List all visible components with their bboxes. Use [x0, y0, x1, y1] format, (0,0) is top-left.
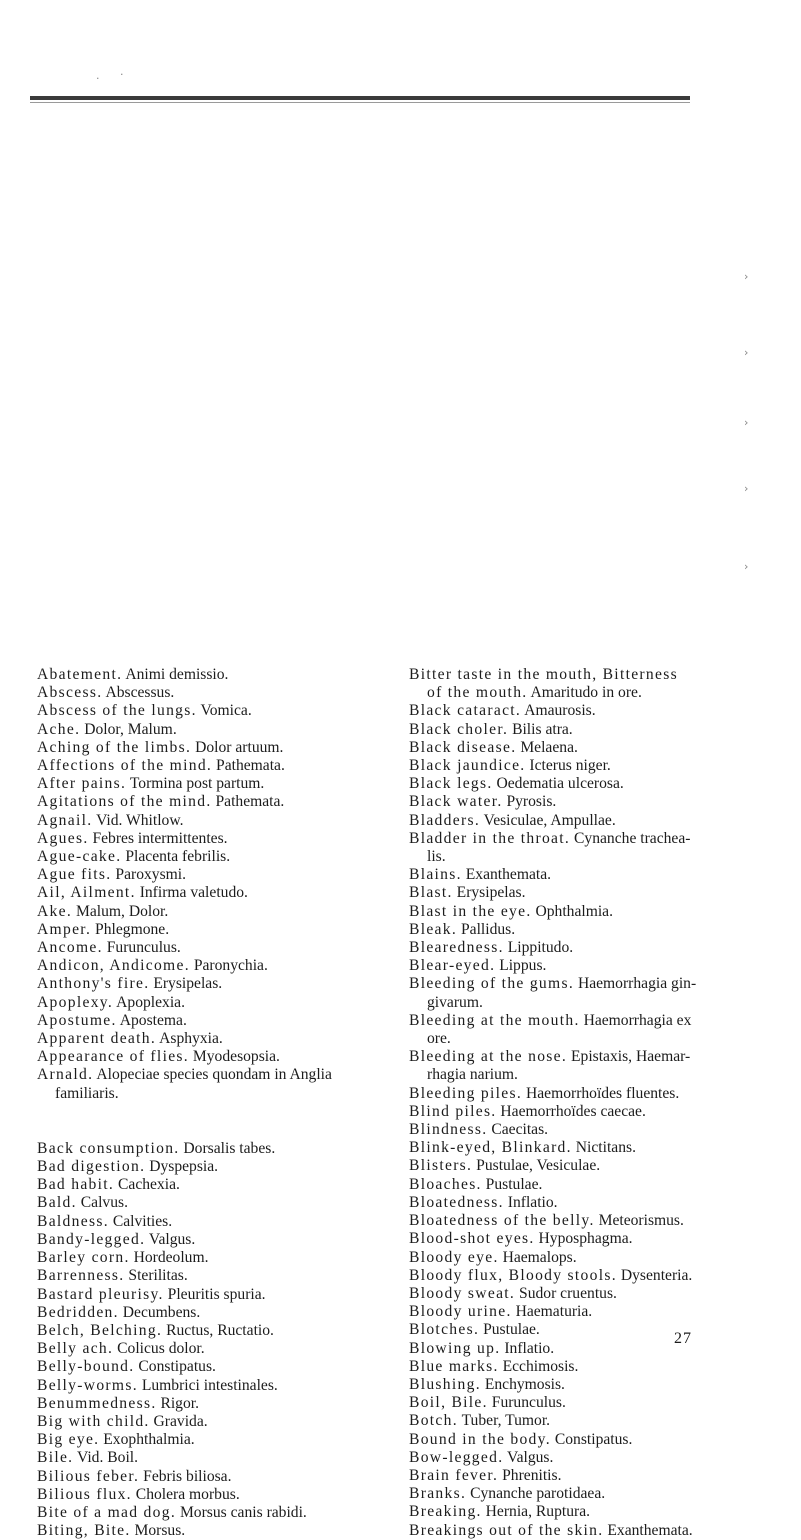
dictionary-entry — [409, 830, 781, 848]
entry-translation: Pallidus. — [460, 920, 516, 938]
entry-translation: Erysipelas. — [153, 975, 223, 993]
entry-translation: Vesiculae, Ampullae. — [483, 811, 616, 829]
dictionary-entry — [37, 1140, 405, 1158]
dictionary-entry — [409, 1085, 781, 1103]
entry-translation-continuation: ore. — [427, 1030, 451, 1048]
dictionary-entry — [37, 1486, 405, 1504]
dictionary-entry — [37, 1249, 405, 1267]
entry-translation: Haemorrhagia gin- — [577, 975, 697, 993]
entry-term: Belly-bound. — [37, 1358, 135, 1376]
entry-term: Back consumption. — [37, 1139, 180, 1157]
entry-term: Blood-shot eyes. — [409, 1230, 535, 1248]
entry-term: Arnald. — [37, 1066, 94, 1084]
dictionary-entry — [409, 939, 781, 957]
entry-term: Bleeding piles. — [409, 1084, 523, 1102]
entry-translation: Vid. Boil. — [77, 1449, 139, 1467]
entry-translation: Exanthemata. — [607, 1521, 693, 1539]
dictionary-entry — [37, 975, 405, 993]
entry-term: Black water. — [409, 793, 503, 811]
dictionary-entry — [409, 921, 781, 939]
entry-translation: Alopeciae species quondam in Anglia — [96, 1066, 332, 1084]
entry-translation: Bilis atra. — [512, 720, 573, 738]
dictionary-entry — [37, 939, 405, 957]
scan-mark: › — [744, 560, 749, 573]
entry-translation: Morsus canis rabidi. — [179, 1503, 307, 1521]
entry-translation: Exanthemata. — [465, 866, 552, 884]
entry-translation: Lumbrici intestinales. — [141, 1376, 278, 1394]
dictionary-entry — [37, 957, 405, 975]
dictionary-entry — [37, 921, 405, 939]
entry-translation: Dolor artuum. — [195, 738, 284, 756]
dictionary-entry — [37, 903, 405, 921]
dictionary-entry — [37, 812, 405, 830]
dictionary-entry — [409, 1303, 781, 1321]
entry-term: Bound in the body. — [409, 1430, 551, 1448]
entry-term: Bleeding of the gums. — [409, 975, 575, 993]
entry-term: Bloatedness. — [409, 1193, 504, 1211]
dictionary-entry — [409, 1376, 781, 1394]
entry-term: Baldness. — [37, 1212, 109, 1230]
entry-term: Barley corn. — [37, 1249, 130, 1267]
scan-mark: › — [744, 482, 749, 495]
entry-translation: Haematuria. — [515, 1303, 593, 1321]
top-border-rule — [30, 96, 690, 100]
entry-term: Apostume. — [37, 1011, 117, 1029]
dictionary-entry — [409, 702, 781, 720]
entry-term: Agitations of the mind. — [37, 793, 212, 811]
entry-term: Aching of the limbs. — [37, 738, 192, 756]
entry-translation: Pustulae, Vesiculae. — [476, 1157, 601, 1175]
entry-continuation — [409, 684, 781, 702]
entry-term: Belly ach. — [37, 1340, 114, 1358]
entry-translation: Furunculus. — [106, 939, 181, 957]
entry-translation: Dorsalis tabes. — [183, 1139, 276, 1157]
entry-term: Ake. — [37, 902, 73, 920]
dictionary-entry — [37, 866, 405, 884]
entry-continuation — [409, 1030, 781, 1048]
entry-term: Black cataract. — [409, 702, 522, 720]
entry-translation: Exophthalmia. — [103, 1431, 195, 1449]
dictionary-entry — [37, 1504, 405, 1522]
entry-translation: Inflatio. — [504, 1339, 555, 1357]
entry-continuation — [409, 994, 781, 1012]
entry-translation: Asphyxia. — [159, 1030, 223, 1048]
dictionary-entry — [409, 1503, 781, 1521]
dictionary-entry — [409, 1267, 781, 1285]
entry-translation: Vid. Whitlow. — [96, 811, 184, 829]
dictionary-entry — [37, 994, 405, 1012]
entry-term: Black disease. — [409, 738, 517, 756]
dictionary-entry — [409, 975, 781, 993]
dictionary-entry — [409, 884, 781, 902]
entry-term: Biting, Bite. — [37, 1522, 131, 1540]
dictionary-entry — [409, 957, 781, 975]
dictionary-entry — [37, 1431, 405, 1449]
entry-term: Bastard pleurisy. — [37, 1285, 164, 1303]
entry-term: Abscess. — [37, 684, 103, 702]
dictionary-entry — [409, 666, 781, 684]
dictionary-entry — [37, 1304, 405, 1322]
entry-translation: Ophthalmia. — [535, 902, 614, 920]
dictionary-entry — [409, 1467, 781, 1485]
entry-term: Abatement. — [37, 666, 123, 683]
right-column — [409, 666, 781, 1540]
entry-translation: Animi demissio. — [125, 666, 229, 683]
entry-term: Botch. — [409, 1412, 458, 1430]
entry-term: Ache. — [37, 720, 81, 738]
entry-translation: Pleuritis spuria. — [167, 1285, 266, 1303]
entry-translation: Paroxysmi. — [115, 866, 187, 884]
entry-term: Bloody urine. — [409, 1303, 512, 1321]
entry-translation: Lippus. — [499, 957, 547, 975]
dictionary-entry — [37, 1267, 405, 1285]
entry-term: Bedridden. — [37, 1303, 119, 1321]
dictionary-entry — [37, 1012, 405, 1030]
dictionary-entry — [37, 1030, 405, 1048]
entry-translation-continuation: familiaris. — [55, 1084, 119, 1102]
dictionary-entry — [409, 1103, 781, 1121]
entry-term: Bladders. — [409, 811, 481, 829]
entry-translation: Tormina post partum. — [129, 775, 265, 793]
entry-continuation — [409, 1066, 781, 1084]
dictionary-entry — [409, 1212, 781, 1230]
entry-term: Blindness. — [409, 1121, 488, 1139]
entry-term: Bloaches. — [409, 1175, 482, 1193]
section-gap — [37, 1103, 405, 1140]
entry-translation: Malum, Dolor. — [75, 902, 169, 920]
dictionary-entry — [37, 775, 405, 793]
entry-term: Blains. — [409, 866, 462, 884]
dictionary-entry — [37, 793, 405, 811]
dictionary-entry — [37, 1286, 405, 1304]
dictionary-entry — [409, 793, 781, 811]
entry-term: Blind piles. — [409, 1102, 497, 1120]
entry-translation: Hernia, Ruptura. — [485, 1503, 591, 1521]
dictionary-entry — [37, 848, 405, 866]
page-number: 27 — [674, 1330, 692, 1347]
entry-translation-continuation: lis. — [427, 848, 446, 866]
entry-translation: Calvus. — [80, 1194, 128, 1212]
dictionary-entry — [37, 1449, 405, 1467]
dictionary-entry — [37, 1194, 405, 1212]
entry-term: Bleeding at the mouth. — [409, 1011, 580, 1029]
entry-term: Black choler. — [409, 720, 509, 738]
entry-translation: Erysipelas. — [456, 884, 526, 902]
entry-term: Black jaundice. — [409, 757, 526, 775]
entry-translation: Dysenteria. — [620, 1266, 693, 1284]
entry-translation: Phlegmone. — [95, 920, 170, 938]
entry-translation: Hyposphagma. — [538, 1230, 633, 1248]
entry-translation: Haemorrhoïdes fluentes. — [525, 1084, 680, 1102]
entry-translation: Gravida. — [153, 1412, 208, 1430]
entry-translation: Paronychia. — [193, 957, 268, 975]
entry-translation: Enchymosis. — [484, 1375, 565, 1393]
entry-term: Bladder in the throat. — [409, 829, 571, 847]
dictionary-entry — [37, 1377, 405, 1395]
entry-translation: Tuber, Tumor. — [461, 1412, 551, 1430]
dictionary-entry — [37, 1158, 405, 1176]
entry-translation: Cynanche parotidaea. — [470, 1485, 606, 1503]
entry-term: Bite of a mad dog. — [37, 1503, 177, 1521]
entry-term: Belch, Belching. — [37, 1321, 163, 1339]
entry-term: Boil, Bile. — [409, 1394, 488, 1412]
entry-translation: Furunculus. — [491, 1394, 566, 1412]
entry-continuation — [409, 848, 781, 866]
dictionary-entry — [37, 1522, 405, 1540]
dictionary-entry — [37, 884, 405, 902]
entry-translation: Valgus. — [507, 1448, 554, 1466]
dictionary-entry — [409, 1321, 781, 1339]
entry-term: Big with child. — [37, 1412, 150, 1430]
dictionary-entry — [409, 866, 781, 884]
entry-term: Blue marks. — [409, 1357, 499, 1375]
entry-translation: Lippitudo. — [507, 939, 574, 957]
dictionary-entry — [37, 702, 405, 720]
dictionary-entry — [409, 812, 781, 830]
dictionary-entry — [409, 1121, 781, 1139]
entry-term: Ague fits. — [37, 866, 112, 884]
dictionary-entry — [37, 1322, 405, 1340]
entry-term: Breaking. — [409, 1503, 482, 1521]
dictionary-entry — [409, 1431, 781, 1449]
entry-term: Anthony's fire. — [37, 975, 150, 993]
scan-mark: · — [120, 68, 124, 81]
entry-term: Bloody flux, Bloody stools. — [409, 1266, 617, 1284]
entry-term: Blushing. — [409, 1375, 481, 1393]
dictionary-entry — [409, 721, 781, 739]
dictionary-entry — [409, 1176, 781, 1194]
entry-term: Branks. — [409, 1485, 467, 1503]
dictionary-entry — [37, 1213, 405, 1231]
entry-translation: Dolor, Malum. — [84, 720, 177, 738]
entry-translation: Icterus niger. — [529, 757, 611, 775]
entry-translation: Nictitans. — [575, 1139, 636, 1157]
entry-translation: Inflatio. — [507, 1193, 558, 1211]
entry-translation: Rigor. — [160, 1394, 200, 1412]
entry-continuation — [37, 1085, 405, 1103]
entry-term: Bloatedness of the belly. — [409, 1212, 595, 1230]
entry-term: Blotches. — [409, 1321, 480, 1339]
entry-term: Breakings out of the skin. — [409, 1521, 604, 1539]
entry-term: Blearedness. — [409, 939, 504, 957]
dictionary-entry — [37, 1340, 405, 1358]
scan-mark: › — [744, 270, 749, 283]
left-column — [37, 666, 405, 1540]
entry-term: Bleak. — [409, 920, 458, 938]
dictionary-entry — [409, 1485, 781, 1503]
dictionary-entry — [409, 1449, 781, 1467]
entry-translation: Caecitas. — [491, 1121, 549, 1139]
entry-term: Bloody sweat. — [409, 1284, 516, 1302]
dictionary-entry — [37, 666, 405, 684]
dictionary-entry — [409, 903, 781, 921]
entry-translation: Pustulae. — [485, 1175, 543, 1193]
entry-term: Belly-worms. — [37, 1376, 138, 1394]
dictionary-entry — [409, 1394, 781, 1412]
entry-translation: Valgus. — [148, 1230, 196, 1248]
entry-translation: Epistaxis, Haemar- — [571, 1048, 691, 1066]
entry-term: Bleeding at the nose. — [409, 1048, 568, 1066]
dictionary-entry — [409, 757, 781, 775]
entry-translation: Oedematia ulcerosa. — [496, 775, 624, 793]
entry-translation: Febres intermittentes. — [92, 829, 228, 847]
entry-translation: Vomica. — [200, 702, 252, 720]
entry-translation: Sterilitas. — [128, 1267, 188, 1285]
dictionary-entry — [37, 830, 405, 848]
entry-translation: Haemalops. — [502, 1248, 577, 1266]
entry-term: Blast in the eye. — [409, 902, 532, 920]
entry-term: Bow-legged. — [409, 1448, 504, 1466]
entry-translation: Myodesopsia. — [192, 1048, 280, 1066]
entry-term: Bald. — [37, 1194, 77, 1212]
dictionary-entry — [37, 1395, 405, 1413]
entry-translation: Haemorrhagia ex — [583, 1011, 692, 1029]
dictionary-entry — [409, 739, 781, 757]
entry-translation: Melaena. — [520, 738, 578, 756]
entry-translation: Febris biliosa. — [143, 1467, 232, 1485]
dictionary-entry — [409, 1194, 781, 1212]
entry-translation: Cholera morbus. — [135, 1485, 240, 1503]
entry-term: Affections of the mind. — [37, 757, 213, 775]
entry-translation: Amaurosis. — [524, 702, 596, 720]
entry-term: Blink-eyed, Blinkard. — [409, 1139, 572, 1157]
entry-translation: Meteorismus. — [598, 1212, 684, 1230]
entry-translation: Infirma valetudo. — [139, 884, 248, 902]
dictionary-entry — [37, 1413, 405, 1431]
dictionary-entry — [37, 739, 405, 757]
entry-translation: Haemorrhoïdes caecae. — [500, 1102, 646, 1120]
entry-term: Bad digestion. — [37, 1158, 146, 1176]
entry-term: Ague-cake. — [37, 848, 122, 866]
entry-translation: Colicus dolor. — [117, 1340, 205, 1358]
entry-translation: Calvities. — [112, 1212, 173, 1230]
entry-term: Blowing up. — [409, 1339, 501, 1357]
entry-term: Ancome. — [37, 939, 103, 957]
entry-term: Bile. — [37, 1449, 74, 1467]
dictionary-entry — [409, 1522, 781, 1540]
entry-translation: Cynanche trachea- — [574, 829, 691, 847]
dictionary-entry — [409, 1157, 781, 1175]
entry-term: Blear-eyed. — [409, 957, 496, 975]
dictionary-entry — [409, 1230, 781, 1248]
entry-translation: Ructus, Ructatio. — [166, 1321, 274, 1339]
entry-term: Bilious flux. — [37, 1485, 132, 1503]
entry-translation-continuation: givarum. — [427, 993, 483, 1011]
entry-translation: Pathemata. — [215, 793, 285, 811]
scan-mark: › — [744, 416, 749, 429]
entry-term: Barrenness. — [37, 1267, 125, 1285]
dictionary-entry — [409, 1048, 781, 1066]
entry-translation: Ecchimosis. — [502, 1357, 579, 1375]
dictionary-entry — [37, 1066, 405, 1084]
entry-translation: Hordeolum. — [133, 1249, 209, 1267]
dictionary-entry — [37, 1176, 405, 1194]
scan-mark: › — [744, 346, 749, 359]
entry-translation: Morsus. — [134, 1522, 186, 1540]
entry-term: Black legs. — [409, 775, 493, 793]
entry-term: Apoplexy. — [37, 993, 114, 1011]
entry-translation-continuation: rhagia narium. — [427, 1066, 518, 1084]
dictionary-entry — [37, 684, 405, 702]
dictionary-entry — [409, 1012, 781, 1030]
entry-term: Bandy-legged. — [37, 1230, 146, 1248]
dictionary-entry — [37, 1231, 405, 1249]
dictionary-entry — [409, 1340, 781, 1358]
entry-term: Benummedness. — [37, 1394, 157, 1412]
entry-term: Agues. — [37, 829, 89, 847]
entry-translation: Phrenitis. — [502, 1466, 562, 1484]
entry-translation: Pyrosis. — [506, 793, 557, 811]
entry-translation: Amaritudo in ore. — [530, 684, 642, 702]
entry-translation: Pustulae. — [483, 1321, 540, 1339]
dictionary-entry — [37, 721, 405, 739]
entry-term: Big eye. — [37, 1431, 100, 1449]
entry-term-continuation: of the mouth. — [427, 684, 528, 702]
entry-term: Blast. — [409, 884, 453, 902]
entry-term: Amper. — [37, 920, 92, 938]
entry-term: Apparent death. — [37, 1030, 157, 1048]
entry-translation: Decumbens. — [122, 1303, 201, 1321]
entry-term: Bad habit. — [37, 1176, 115, 1194]
entry-translation: Constipatus. — [554, 1430, 633, 1448]
entry-term: Bloody eye. — [409, 1248, 499, 1266]
dictionary-entry — [409, 1139, 781, 1157]
entry-term: Blisters. — [409, 1157, 473, 1175]
dictionary-entry — [409, 1358, 781, 1376]
entry-term: Ail, Ailment. — [37, 884, 136, 902]
entry-term: Brain fever. — [409, 1466, 499, 1484]
entry-term: Agnail. — [37, 811, 93, 829]
dictionary-entry — [37, 1048, 405, 1066]
entry-translation: Apostema. — [119, 1011, 187, 1029]
entry-term: Appearance of flies. — [37, 1048, 189, 1066]
entry-translation: Apoplexia. — [116, 993, 185, 1011]
entry-translation: Pathemata. — [216, 757, 285, 775]
entry-term: Bilious feber. — [37, 1467, 140, 1485]
entry-term: Abscess of the lungs. — [37, 702, 197, 720]
dictionary-entry — [37, 757, 405, 775]
entry-translation: Cachexia. — [118, 1176, 180, 1194]
entry-term: Andicon, Andicome. — [37, 957, 190, 975]
scan-mark: · — [96, 72, 100, 85]
entry-translation: Sudor cruentus. — [519, 1284, 617, 1302]
entry-translation: Dyspepsia. — [149, 1158, 219, 1176]
entry-translation: Placenta febrilis. — [125, 848, 231, 866]
dictionary-entry — [37, 1358, 405, 1376]
entry-translation: Constipatus. — [138, 1358, 216, 1376]
entry-term: After pains. — [37, 775, 127, 793]
dictionary-entry — [409, 1285, 781, 1303]
entry-term: Bitter taste in the mouth, Bitterness — [409, 666, 678, 683]
dictionary-entry — [409, 775, 781, 793]
dictionary-entry — [409, 1249, 781, 1267]
dictionary-entry — [37, 1468, 405, 1486]
dictionary-entry — [409, 1412, 781, 1430]
entry-translation: Abscessus. — [105, 684, 175, 702]
